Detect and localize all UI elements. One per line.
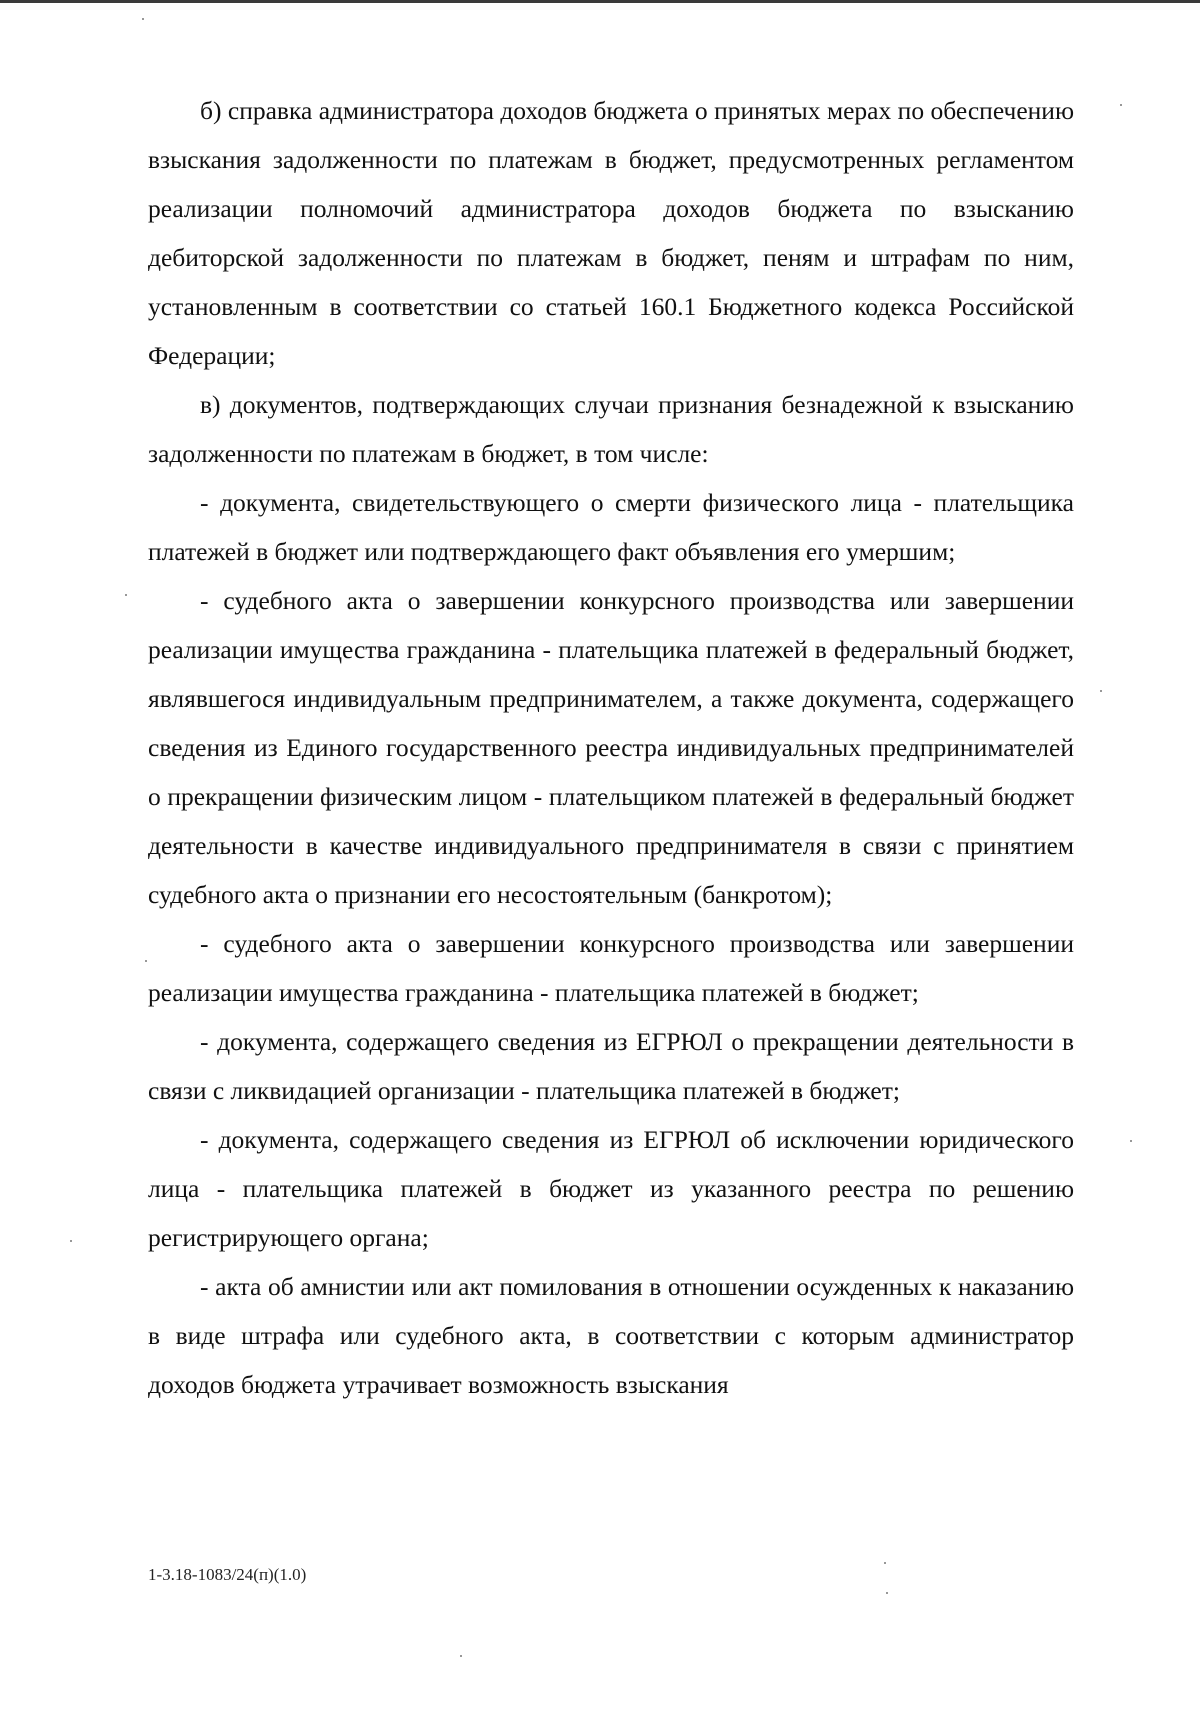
scan-speck (125, 594, 127, 596)
scan-speck (1120, 104, 1122, 106)
document-body (148, 86, 1074, 1409)
scan-speck (145, 960, 147, 962)
list-item-amnesty: - акта об амнистии или акт помилования в отношении осужденных к наказанию в виде штрафа или судебного акта, в соответствии с которым администратор доходов бюджета утрачивает возможность взыскания (148, 1272, 1074, 1399)
document-code: 1-3.18-1083/24(п)(1.0) (148, 1565, 307, 1584)
scan-speck (1100, 690, 1102, 692)
scan-speck (142, 18, 144, 20)
list-item-exclusion: - документа, содержащего сведения из ЕГРЮЛ об исключении юридического лица - плательщика платежей в бюджет из указанного реестра по решению регистрирующего органа; (148, 1125, 1074, 1252)
list-item-bankruptcy-citizen: - судебного акта о завершении конкурсного производства или завершении реализации имущества гражданина - плательщика платежей в бюджет; (148, 929, 1074, 1007)
top-border-line (0, 0, 1200, 3)
scan-speck (460, 1655, 462, 1657)
paragraph-b-certificate: б) справка администратора доходов бюджета о принятых мерах по обеспечению взыскания задолженности по платежам в бюджет, предусмотренных регламентом реализации полномочий администратора доходов бюджета по взысканию дебиторской задолженности по платежам в бюджет, пеням и штрафам по ним, установленным в соответствии со статьей 160.1 Бюджетного кодекса Российской Федерации; (148, 96, 1074, 370)
scan-speck (884, 1562, 886, 1564)
list-item-liquidation: - документа, содержащего сведения из ЕГРЮЛ о прекращении деятельности в связи с ликвидацией организации - плательщика платежей в бюджет; (148, 1027, 1074, 1105)
scan-speck (70, 1240, 72, 1242)
scan-speck (886, 1592, 888, 1594)
list-item-bankruptcy-entrepreneur: - судебного акта о завершении конкурсного производства или завершении реализации имущества гражданина - плательщика платежей в федеральный бюджет, являвшегося индивидуальным предпринимателем, а также документа, содержащего сведения из Единого государственного реестра индивидуальных предпринимателей о прекращении физическим лицом - плательщиком платежей в федеральный бюджет деятельности в качестве индивидуального предпринимателя в связи с принятием судебного акта о признании его несостоятельным (банкротом); (148, 586, 1074, 909)
list-item-death-document: - документа, свидетельствующего о смерти физического лица - плательщика платежей в бюджет или подтверждающего факт объявления его умершим; (148, 488, 1074, 566)
paragraph-v-documents: в) документов, подтверждающих случаи признания безнадежной к взысканию задолженности по платежам в бюджет, в том числе: (148, 390, 1074, 468)
scan-speck (1130, 1140, 1132, 1142)
